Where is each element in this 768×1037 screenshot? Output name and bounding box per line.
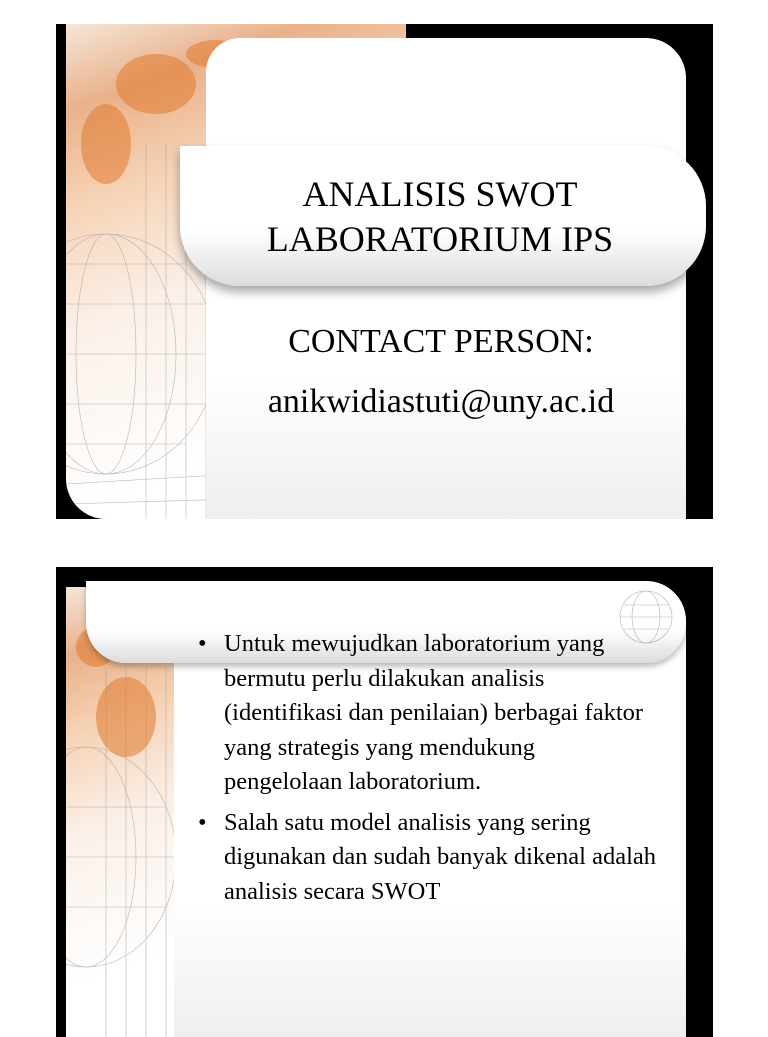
title-line-2: LABORATORIUM IPS <box>266 219 614 259</box>
slide-2 <box>56 567 713 1037</box>
contact-block <box>206 312 676 432</box>
slide-1 <box>56 24 713 519</box>
bullet-item: • Untuk mewujudkan laboratorium yang bermutu perlu dilakukan analisis (identifikasi dan penilaian) berbagai faktor yang strategis yang mendukung pengelolaan laboratorium. <box>196 627 656 800</box>
title-line-1: ANALISIS SWOT <box>302 174 578 214</box>
slide-title <box>180 172 700 262</box>
bullet-item: • Salah satu model analisis yang sering digunakan dan sudah banyak dikenal adalah analisis secara SWOT <box>196 806 656 910</box>
contact-email: anikwidiastuti@uny.ac.id <box>267 383 615 420</box>
bullet-list <box>196 627 656 915</box>
contact-label: CONTACT PERSON: <box>288 323 594 360</box>
